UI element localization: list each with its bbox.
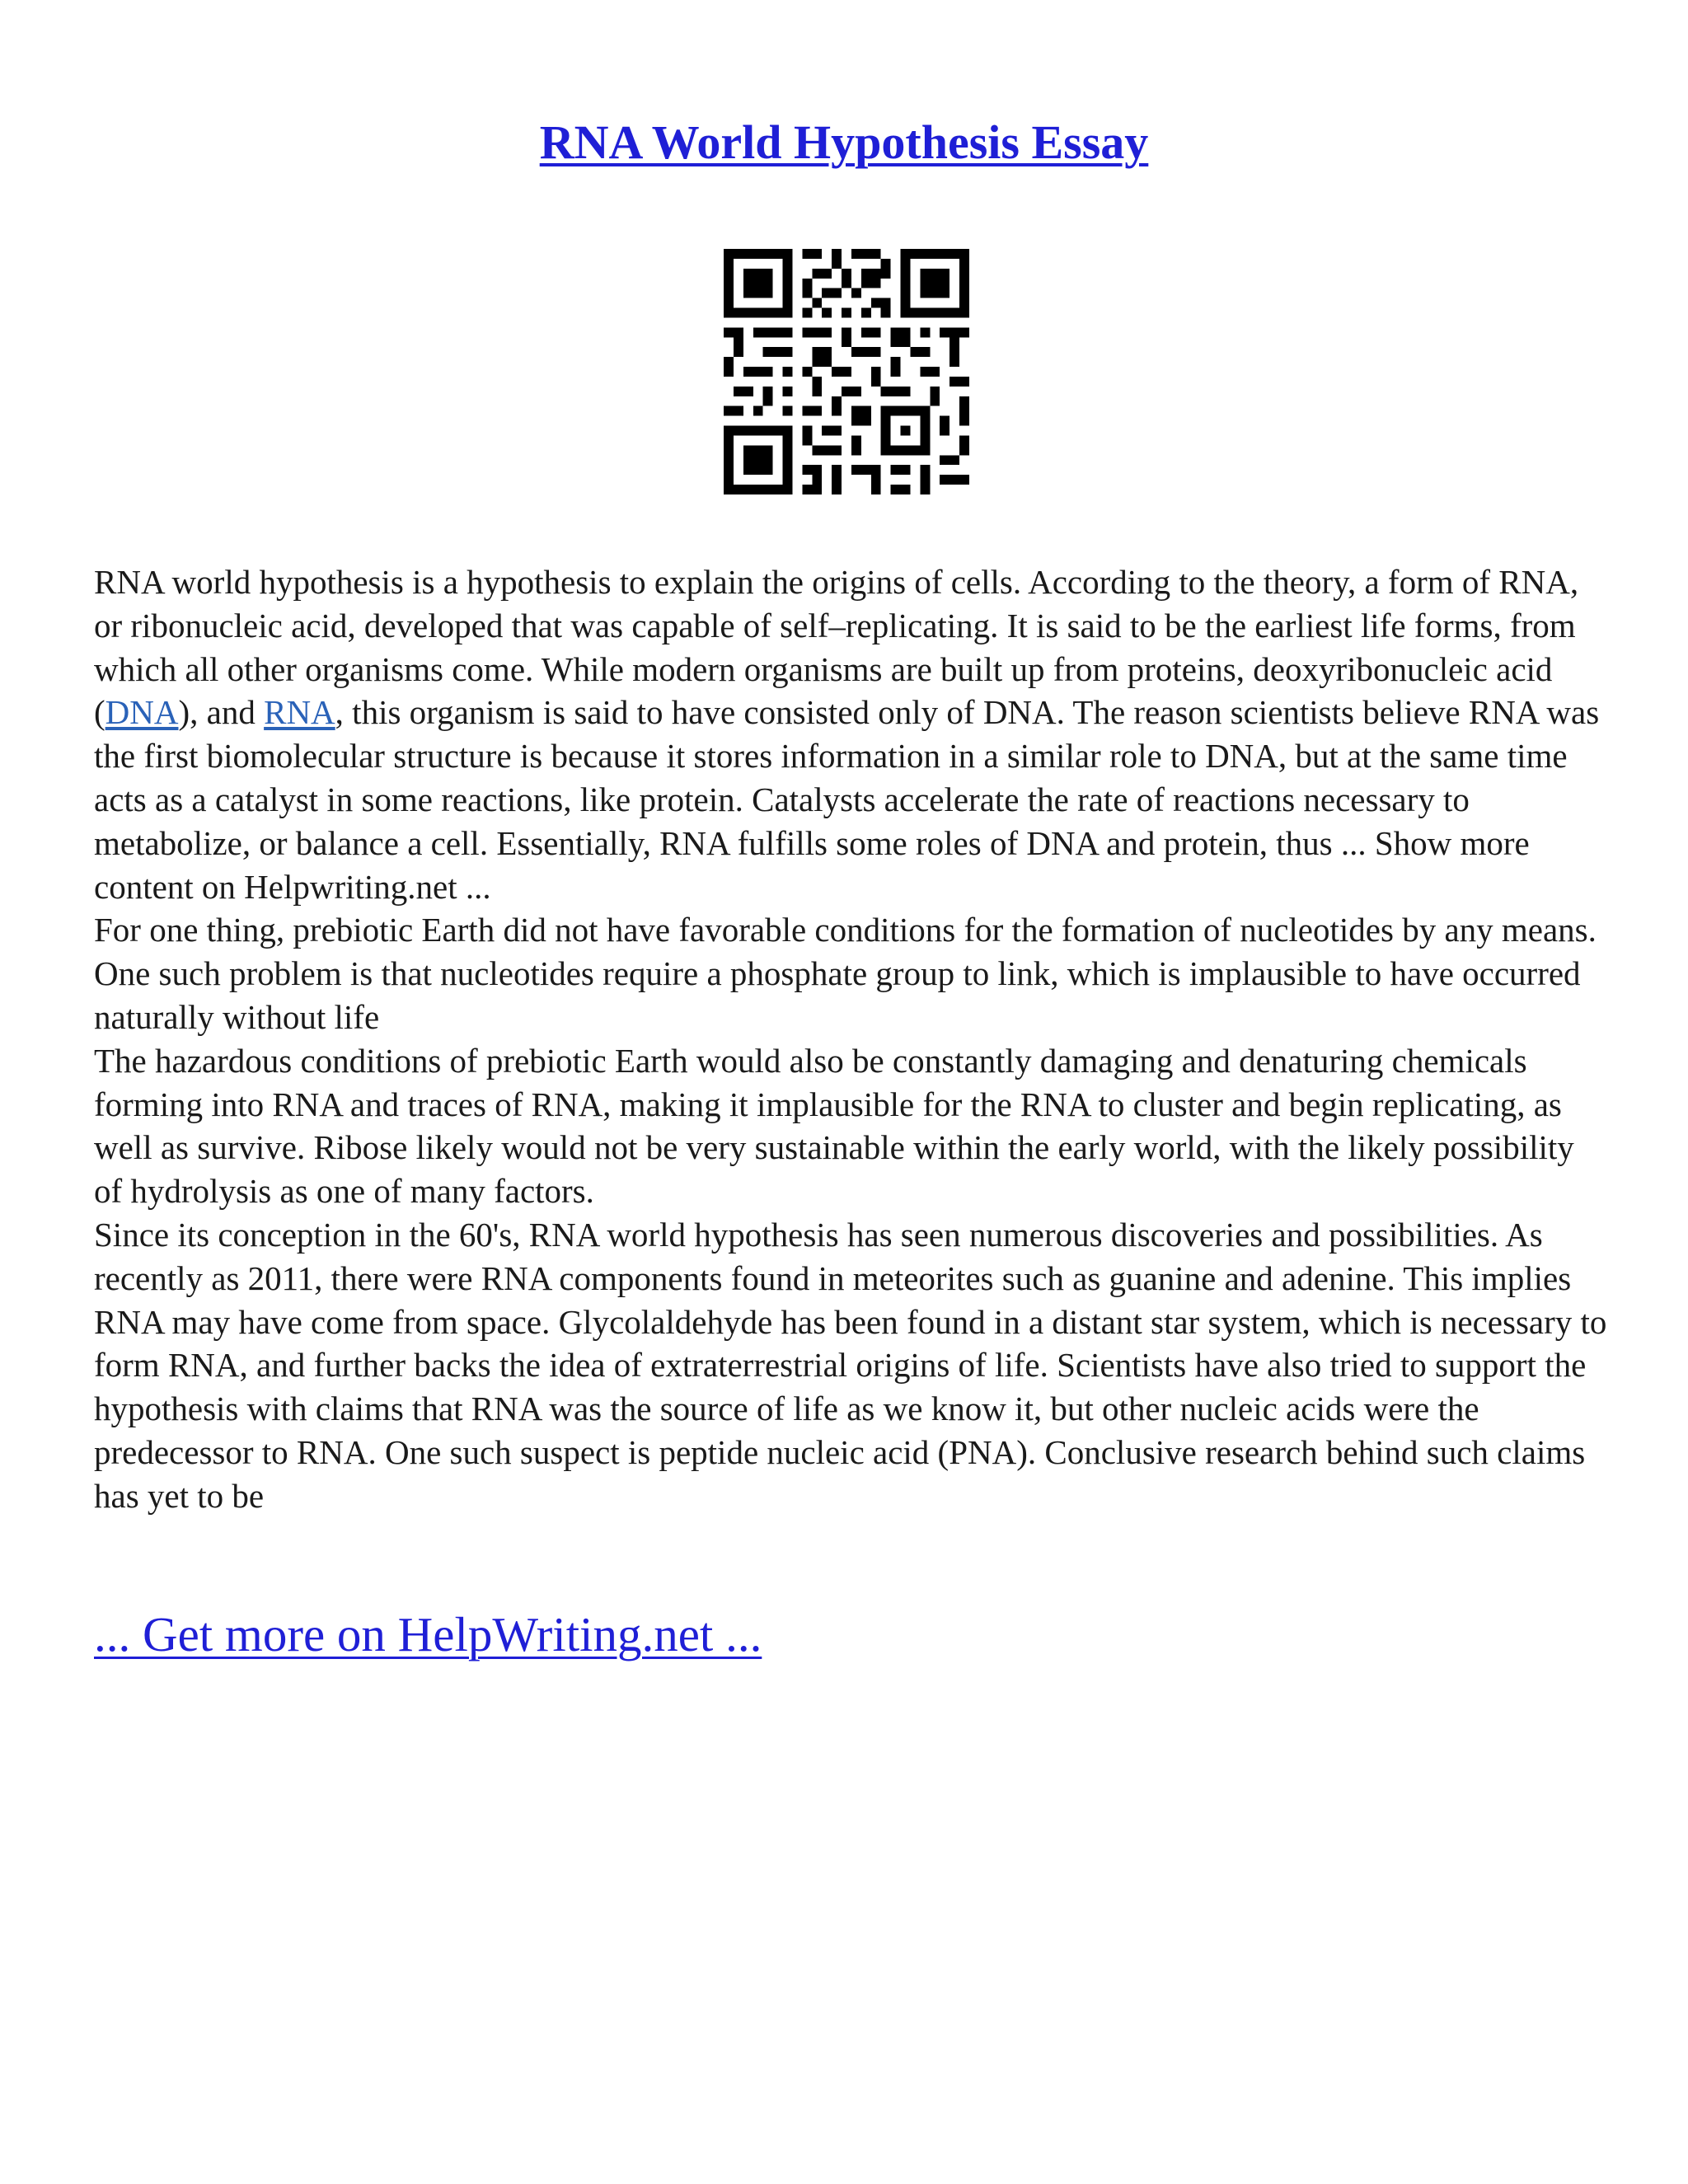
paragraph-hazardous-conditions: The hazardous conditions of prebiotic Earth would also be constantly damaging and denaturing chemicals forming into RNA and traces of RNA, making it implausible for the RNA to cluster and begin replicating, as well as survive. Ribose likely would not be very sustainable within the early world, with the likely possibility of hydrolysis as one of many factors.: [94, 1041, 1574, 1211]
essay-body: [94, 560, 1611, 1518]
qr-code-icon: [724, 249, 969, 494]
paragraph-prebiotic-conditions: For one thing, prebiotic Earth did not have favorable conditions for the formation of nucleotides by any means. One such problem is that nucleotides require a phosphate group to link, which is implausible to have occurred naturally without life: [94, 911, 1597, 1036]
rna-link[interactable]: RNA: [264, 693, 335, 732]
paragraph-intro-part-2: ), and: [178, 693, 265, 732]
get-more-link[interactable]: ... Get more on HelpWriting.net ...: [94, 1607, 762, 1661]
page-title: [0, 114, 1688, 171]
paragraph-discoveries: Since its conception in the 60's, RNA world hypothesis has seen numerous discoveries and possibilities. As recently as 2011, there were RNA components found in meteorites such as guanine and adenine. This implies RNA may have come from space. Glycolaldehyde has been found in a distant star system, which is necessary to form RNA, and further backs the idea of extraterrestrial origins of life. Scientists have also tried to support the hypothesis with claims that RNA was the source of life as we know it, but other nucleic acids were the predecessor to RNA. One such suspect is peptide nucleic acid (PNA). Conclusive research behind such claims has yet to be: [94, 1215, 1607, 1515]
dna-link[interactable]: DNA: [105, 693, 179, 732]
paragraph-intro-part-3: , this organism is said to have consisted only of DNA. The reason scientists believe RNA was the first biomolecular structure is because it stores information in a similar role to DNA, but at the same time acts as a catalyst in some reactions, like protein. Catalysts accelerate the rate of reactions necessary to metabolize, or balance a cell. Essentially, RNA fulfills some roles of DNA and protein, thus ... Show more content on Helpwriting.net ...: [94, 693, 1600, 906]
paragraph-intro: [94, 560, 1611, 908]
paragraph-intro-part-1: RNA world hypothesis is a hypothesis to explain the origins of cells. According to the theory, a form of RNA, or ribonucleic acid, developed that was capable of self–replicating. It is said to be the earliest life forms, from which all other organisms come. While modern organisms are built up from proteins, deoxyribonucleic acid (: [94, 563, 1579, 732]
title-link[interactable]: RNA World Hypothesis Essay: [539, 115, 1149, 169]
